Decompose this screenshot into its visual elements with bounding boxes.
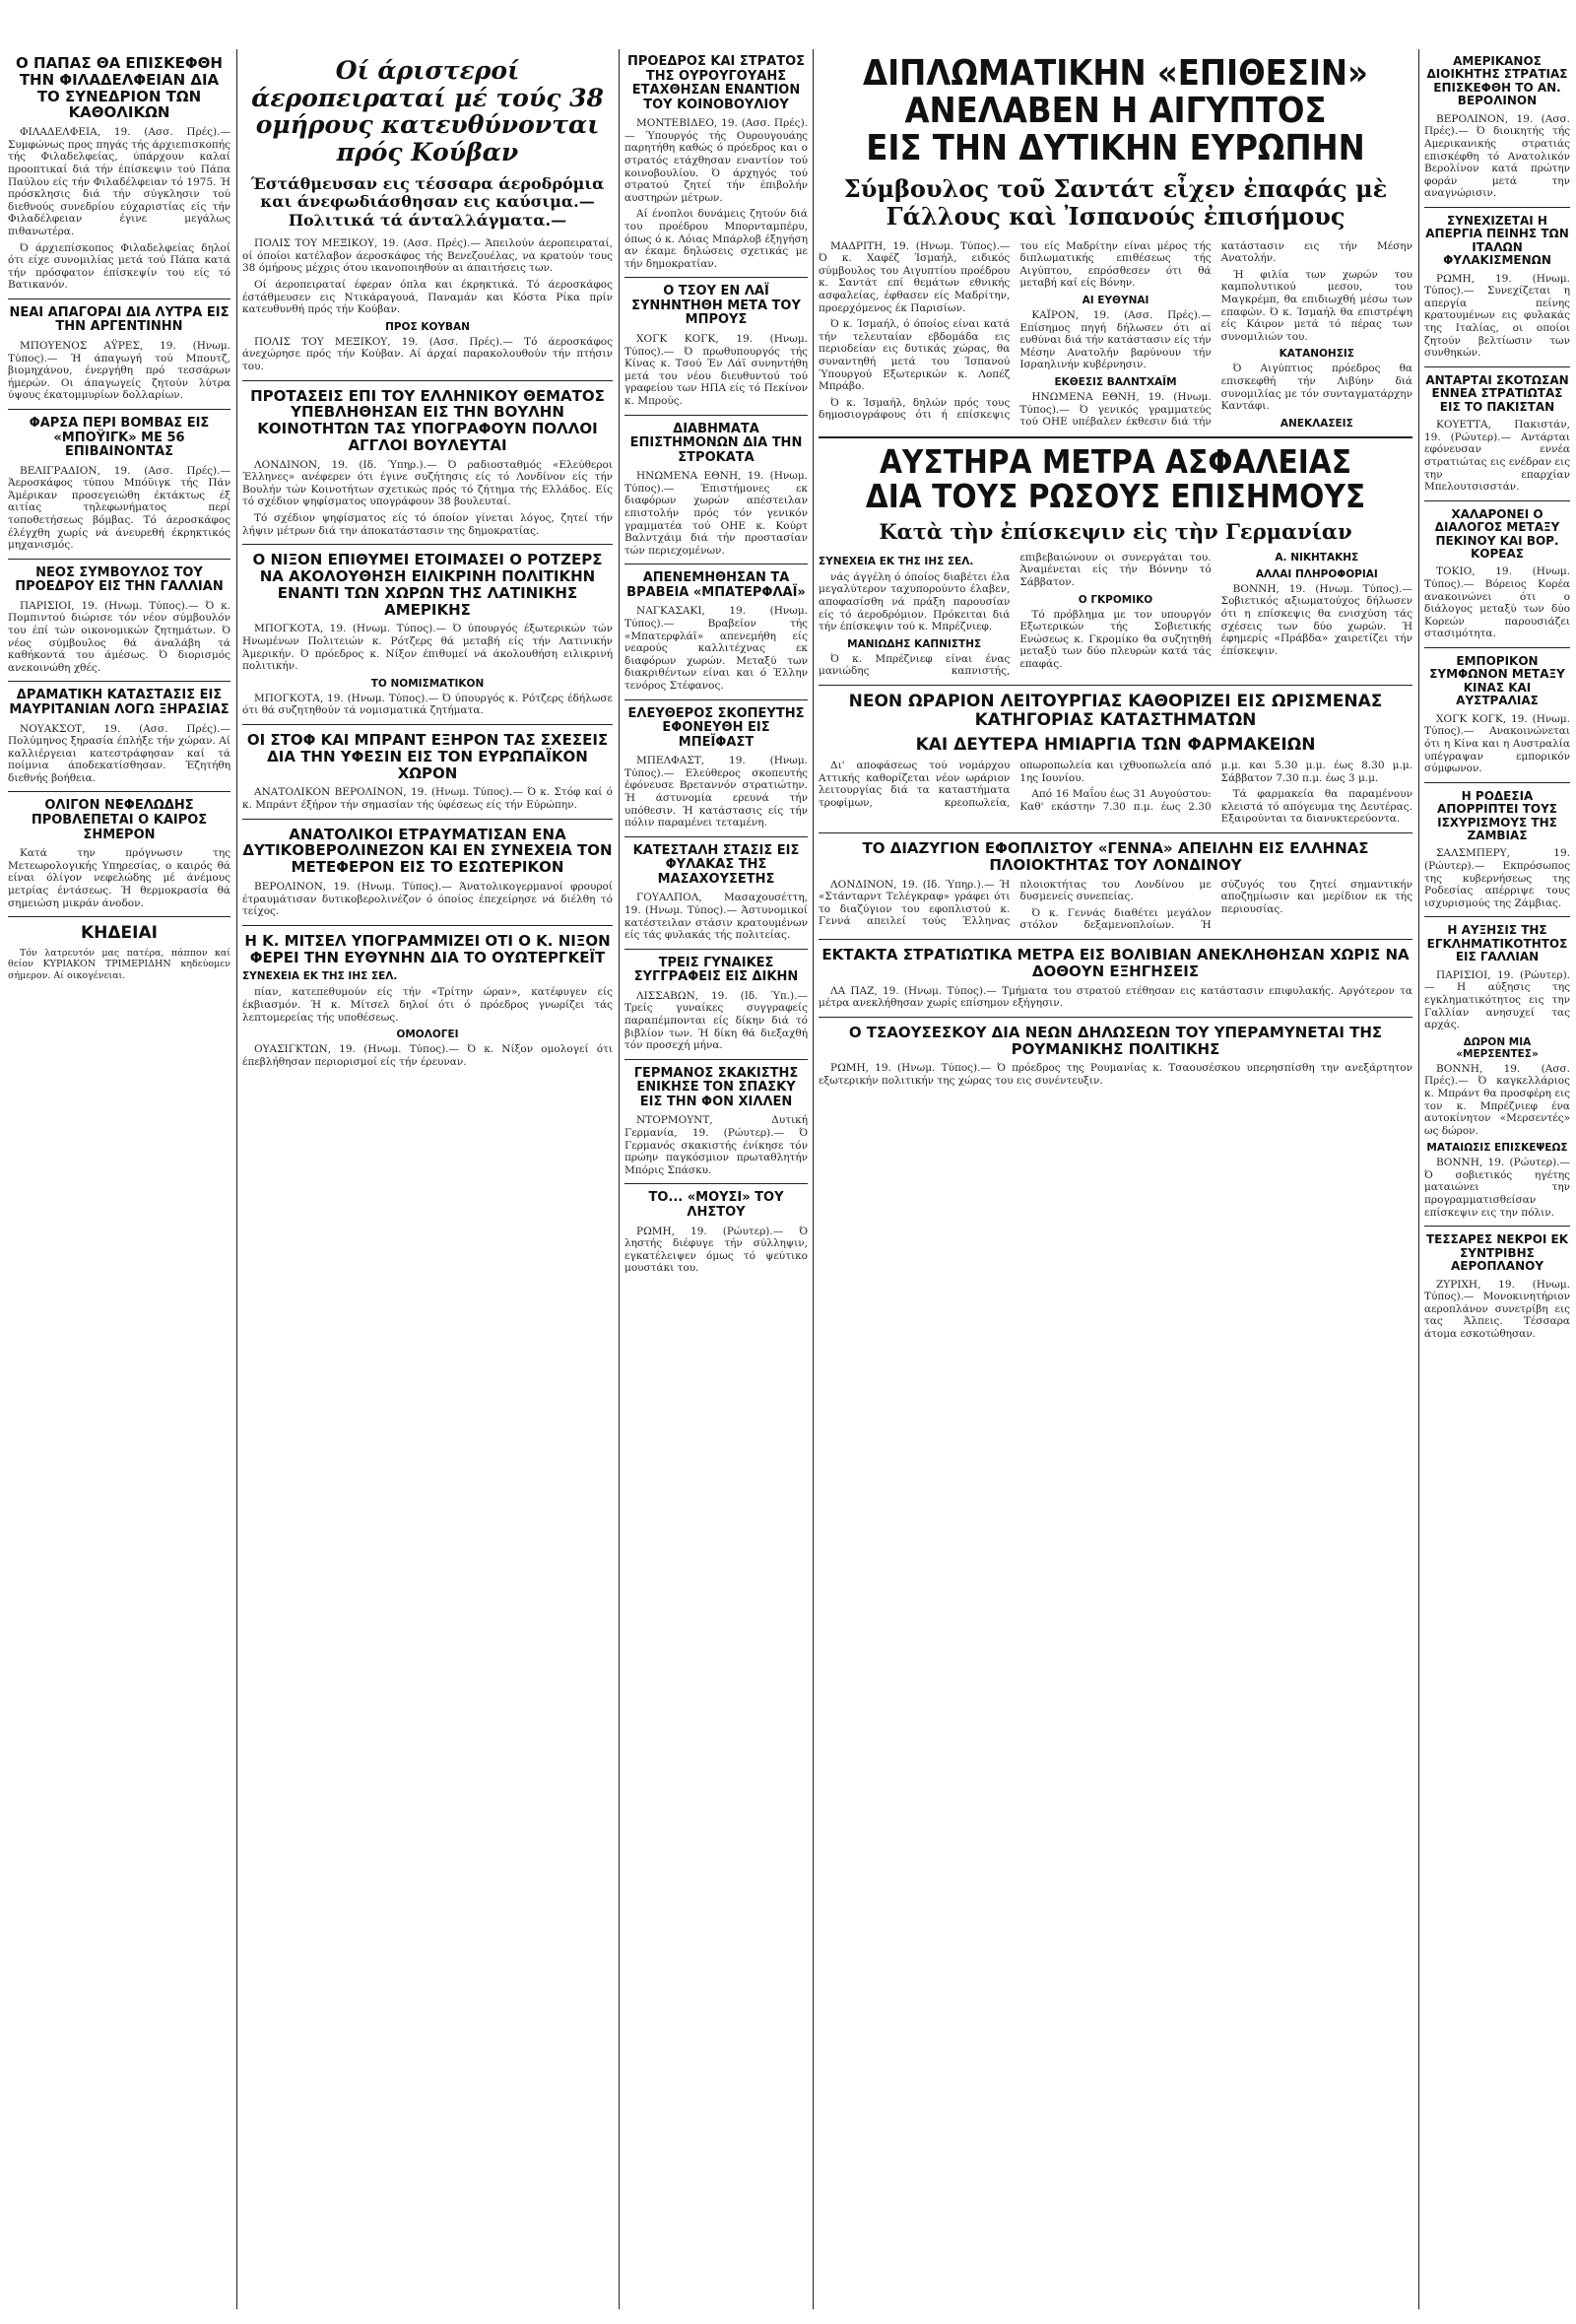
headline-stoph-brandt: ΟΙ ΣΤΟΦ ΚΑΙ ΜΠΡΑΝΤ ΕΞΗΡΟΝ ΤΑΣ ΣΧΕΣΕΙΣ ΔΙΑ ΤΗΝ ΥΦΕΣΙΝ ΕΙΣ ΤΟΝ ΕΥΡΩΠΑΪΚΟΝ ΧΩΡΟΝ (246, 731, 609, 782)
egypt-article-columns (819, 240, 1412, 430)
headline-pakistan: ΑΝΤΑΡΤΑΙ ΣΚΟΤΩΣΑΝ ΕΝΝΕΑ ΣΤΡΑΤΙΩΤΑΣ ΕΙΣ ΤΟ ΠΑΚΙΣΤΑΝ (1425, 372, 1569, 414)
headline-chou-bruce: Ο ΤΣΟΥ ΕΝ ΛΑΪ ΣΥΝΗΝΤΗΘΗ ΜΕΤΑ ΤΟΥ ΜΠΡΟΥΣ (631, 284, 801, 328)
subheadline-egypt: Σύμβουλος τοῦ Σαντάτ εἶχεν ἐπαφάς μὲ Γάλλους καὶ Ἰσπανούς ἐπισήμους (843, 174, 1388, 232)
article-text: ΠΟΛΙΣ ΤΟΥ ΜΕΞΙΚΟΥ, 19. (Ασσ. Πρές).— Άπειλούν άεροπειραταί, οί όποίοι κατέλαβον άεροσκάφος τής Βενεζουέλας, να κρατούν τους 38 όμήρους μέχρις ότου ικανοποιηθούν αι άπαιτήσεις των. (242, 237, 613, 275)
headline-chess: ΓΕΡΜΑΝΟΣ ΣΚΑΚΙΣΤΗΣ ΕΝΙΚΗΣΕ ΤΟΝ ΣΠΑΣΚΥ ΕΙΣ ΤΗΝ ΦΟΝ ΧΙΛΛΕΝ (633, 1065, 799, 1109)
article-text: ΛΑ ΠΑΖ, 19. (Ηνωμ. Τύπος).— Τμήματα του στρατού ετέθησαν εις κατάστασιν επιφυλακής. Αργότερον τα μέτρα ανεκλήθησαν χωρίς επίσημον εξήγησιν. (819, 984, 1412, 1010)
divider (1424, 207, 1570, 208)
divider (1424, 366, 1570, 367)
article-text: νάς άγγέλη ό όποίος διαβέτει έλα μεγαλύτερον ταχυπορούντο έλαβεν, αποφασίσθη νά πράξη παρουσίαν είς τό άεροδρόμιον. Πρόκειται διά τήν έπίσκεψιν τού κ. Μπρέζνιεφ. (819, 570, 1011, 633)
section-subhead: ΠΡΟΣ ΚΟΥΒΑΝ (385, 320, 470, 333)
headline-gennas-divorce: ΤΟ ΔΙΑΖΥΓΙΟΝ ΕΦΟΠΛΙΣΤΟΥ «ΓΕΝΝΑ» ΑΠΕΙΛΗΝ ΕΙΣ ΕΛΛΗΝΑΣ ΠΛΟΙΟΚΤΗΤΑΣ ΤΟΥ ΛΟΝΔΙΝΟΥ (862, 839, 1369, 874)
column-rule (619, 49, 620, 2309)
article-text: ΟΥΑΣΙΓΚΤΩΝ, 19. (Ηνωμ. Τύπος).— Ό κ. Νίξον ομολογεί ότι έπεβλήθησαν περιορισμοί είς τήν έρευναν. (242, 1043, 613, 1068)
article-text: ΗΝΩΜΕΝΑ ΕΘΝΗ, 19. (Ηνωμ. Τύπος).— Ό γενικός γραμματεύς τού ΟΗΕ υπέβαλεν έκθεσιν διά τήν κατάστασιν εις τήν Μέσην Ανατολήν. (1019, 239, 1412, 429)
section-subhead: ΟΜΟΛΟΓΕΙ (396, 1029, 459, 1041)
divider (242, 544, 613, 545)
article-text: ΜΠΟΓΚΟΤΑ, 19. (Ηνωμ. Τύπος).— Ό ύπουργός έξωτερικών τών Ηνωμένων Πολιτειών κ. Ρότζερς θά μεταβή είς τήν Λατινικήν Άμερικήν. Ό πρόεδρος κ. Νίξον έπιθυμεί νά άκολουθήση ειλικρινή πολιτικήν. (242, 623, 613, 673)
article-text: ΝΑΓΚΑΣΑΚΙ, 19. (Ηνωμ. Τύπος).— Βραβείον τής «Μπατερφλάϊ» απενεμήθη είς νεαρούς καλλιτέχνας εκ διαφόρων χωρών. Μεταξύ των διακριθέντων είναι και ό Έλλην τενόρος Στέφανος. (624, 605, 808, 692)
headline-funerals: ΚΗΔΕΙΑΙ (81, 923, 158, 944)
divider (8, 559, 230, 560)
column-rule (1418, 49, 1419, 2309)
article-text: ΧΟΓΚ ΚΟΓΚ, 19. (Ηνωμ. Τύπος).— Ό πρωθυπουργός τής Κίνας κ. Τσού Έν Λάϊ συνηντήθη μετά του νέου διευθυντού τού γραφείου των ΗΠΑ είς τό Πεκίνον κ. Μπρούς. (624, 332, 808, 407)
divorce-columns (819, 879, 1412, 932)
article-text: Οί άεροπειραταί έφεραν όπλα και έκρηκτικά. Τό άεροσκάφος έστάθμευσεν εις Ντικάραγουά, Παναμάν και Κόστα Ρίκα πρίν κατευθυνθή πρός τήν Κούβαν. (242, 278, 613, 316)
article-text: ΚΟΥΕΤΤΑ, Πακιστάν, 19. (Ρώυτερ).— Αντάρται εφόνευσαν εννέα στρατιώτας εις ενέδραν εις την επαρχίαν Μπελουτσισστάν. (1424, 419, 1570, 494)
headline-pope: Ο ΠΑΠΑΣ ΘΑ ΕΠΙΣΚΕΦΘΗ ΤΗΝ ΦΙΛΑΔΕΛΦΕΙΑΝ ΔΙΑ ΤΟ ΣΥΝΕΔΡΙΟΝ ΤΩΝ ΚΑΘΟΛΙΚΩΝ (16, 54, 223, 122)
column-1 (8, 49, 230, 2305)
divider (242, 724, 613, 725)
headline-security-line-2: ΔΙΑ ΤΟΥΣ ΡΩΣΟΥΣ ΕΠΙΣΗΜΟΥΣ (865, 476, 1366, 515)
article-text: ΚΑΪΡΟΝ, 19. (Ασσ. Πρές).— Επίσημος πηγή δήλωσεν ότι αί ευθύναι διά τήν κατάστασιν είς τήν Μέσην Ανατολήν βαρύνουν τήν Ισραηλινήν κυβέρνησιν. (1019, 309, 1212, 371)
headline-women-writers: ΤΡΕΙΣ ΓΥΝΑΙΚΕΣ ΣΥΓΓΡΑΦΕΙΣ ΕΙΣ ΔΙΚΗΝ (633, 955, 799, 985)
column-2 (242, 49, 613, 2305)
headline-greek-question: ΠΡΟΤΑΣΕΙΣ ΕΠΙ ΤΟΥ ΕΛΛΗΝΙΚΟΥ ΘΕΜΑΤΟΣ ΥΠΕΒΛΗΘΗΣΑΝ ΕΙΣ ΤΗΝ ΒΟΥΛΗΝ ΚΟΙΝΟΤΗΤΩΝ ΤΑΣ ΥΠΟΓΡΑΦΟΥΝ ΠΟΛΛΟΙ ΑΓΓΛΟΙ ΒΟΥΛΕΥΤΑΙ (250, 386, 605, 454)
article-text: Ό Αιγύπτιος πρόεδρος θα επισκεφθή τήν Λιβύην διά συνομιλίας με τόν συνταγματάρχην Καντάφι. (1220, 363, 1412, 413)
headline-egypt-line-2: ΑΝΕΛΑΒΕΝ Η ΑΙΓΥΠΤΟΣ (904, 91, 1327, 132)
divider (624, 415, 808, 416)
continued-label: ΣΥΝΕΧΕΙΑ ΕΚ ΤΗΣ ΙΗΣ ΣΕΛ. (819, 555, 974, 567)
headline-egypt-line-1: ΔΙΠΛΩΜΑΤΙΚΗΝ «ΕΠΙΘΕΣΙΝ» (863, 53, 1368, 94)
headline-bolivia: ΕΚΤΑΚΤΑ ΣΤΡΑΤΙΩΤΙΚΑ ΜΕΤΡΑ ΕΙΣ ΒΟΛΙΒΙΑΝ ΑΝΕΚΛΗΘΗΣΑΝ ΧΩΡΙΣ ΝΑ ΔΟΘΟΥΝ ΕΞΗΓΗΣΕΙΣ (821, 946, 1410, 980)
divider (1424, 1226, 1570, 1227)
divider (819, 939, 1412, 940)
article-text: ΡΩΜΗ, 19. (Ηνωμ. Τύπος).— Ό πρόεδρος της Ρουμανίας κ. Τσαουσέσκου υπερησπίσθη την ανεξάρτητον εξωτερικήν πολιτικήν της χώρας του εις συνέντευξιν. (819, 1062, 1412, 1088)
article-text: ΒΕΡΟΛΙΝΟΝ, 19. (Ασσ. Πρές).— Ό διοικητής τής Αμερικανικής στρατιάς επισκέφθη τό Ανατολικόν Βερολίνον κατά πρώτην φοράν μετά την αναγνώρισιν. (1424, 112, 1570, 200)
headline-plane-crash: ΤΕΣΣΑΡΕΣ ΝΕΚΡΟΙ ΕΚ ΣΥΝΤΡΙΒΗΣ ΑΕΡΟΠΛΑΝΟΥ (1425, 1232, 1569, 1274)
article-text: Κατά την πρόγνωσιν της Μετεωρολογικής Υπηρεσίας, ο καιρός θά είναι όλίγον νεφελώδης μέ άνέμους μετρίας έντάσεως. Ή θερμοκρασία θά σημειώση μικράν άνοδον. (8, 847, 230, 909)
divider (624, 277, 808, 278)
headline-argentina: ΝΕΑΙ ΑΠΑΓΟΡΑΙ ΔΙΑ ΛΥΤΡΑ ΕΙΣ ΤΗΝ ΑΡΓΕΝΤΙΝΗΝ (9, 304, 230, 335)
article-text: ΤΟΚΙΟ, 19. (Ηνωμ. Τύπος).— Βόρειος Κορέα ανακοινώνει ότι ο διάλογος μεταξύ των δύο Κορεών παρουσιάζει στασιμότητα. (1424, 565, 1570, 640)
headline-korea: ΧΑΛΑΡΟΝΕΙ Ο ΔΙΑΛΟΓΟΣ ΜΕΤΑΞΥ ΠΕΚΙΝΟΥ ΚΑΙ ΒΟΡ. ΚΟΡΕΑΣ (1434, 506, 1560, 561)
article-text: Ό κ. Ίσμαήλ, ό όποίος είναι κατά τήν τελευταίαν εβδομάδα εις περιοδείαν εις δυτικάς χώρας, θα συναντηθή μετά του Ίσπανού Ύπουργού Εξωτερικών κ. Λοπέζ Μπράβο. (819, 318, 1011, 393)
headline-mitchell: Η Κ. ΜΙΤΣΕΛ ΥΠΟΓΡΑΜΜΙΖΕΙ ΟΤΙ Ο Κ. ΝΙΞΟΝ ΦΕΡΕΙ ΤΗΝ ΕΥΘΥΝΗΝ ΔΙΑ ΤΟ ΟΥΩΤΕΡΓΚΕΪΤ (244, 931, 611, 966)
article-text: ΗΝΩΜΕΝΑ ΕΘΝΗ, 19. (Ηνωμ. Τύπος).— Έπιστήμονες εκ διαφόρων χωρών απέστειλαν επιστολήν πρός τόν γενικόν γραμματέα τού ΟΗΕ κ. Κούρτ Βαλντχάιμ διά τήν προστασίαν τών περιεχομένων. (624, 470, 808, 557)
headline-crime: Η ΑΥΞΗΣΙΣ ΤΗΣ ΕΓΚΛΗΜΑΤΙΚΟΤΗΤΟΣ ΕΙΣ ΓΑΛΛΙΑΝ (1426, 923, 1568, 964)
headline-hunger-strike: ΣΥΝΕΧΙΖΕΤΑΙ Η ΑΠΕΡΓΙΑ ΠΕΙΝΗΣ ΤΩΝ ΙΤΑΛΩΝ ΦΥΛΑΚΙΣΜΕΝΩΝ (1425, 213, 1569, 268)
section-subhead: ΑΙ ΕΥΘΥΝΑΙ (1082, 295, 1149, 307)
headline-us-commander: ΑΜΕΡΙΚΑΝΟΣ ΔΙΟΙΚΗΤΗΣ ΣΤΡΑΤΙΑΣ ΕΠΙΣΚΕΦΘΗ ΤΟ ΑΝ. ΒΕΡΟΛΙΝΟΝ (1426, 54, 1568, 108)
article-text: Τά φαρμακεία θα παραμένουν κλειστά τό απόγευμα της Δευτέρας. Εξαιρούνται τα διανυκτερεύοντα. (1220, 788, 1412, 826)
headline-weather: ΟΛΙΓΟΝ ΝΕΦΕΛΩΔΗΣ ΠΡΟΒΛΕΠΕΤΑΙ Ο ΚΑΙΡΟΣ ΣΗΜΕΡΟΝ (31, 798, 208, 842)
article-text: ΠΑΡΙΣΙΟΙ, 19. (Ρώυτερ).— Η αύξησις της εγκληματικότητος εις την Γαλλίαν ανησυχεί τας αρχάς. (1424, 968, 1570, 1031)
headline-trade-pact: ΕΜΠΟΡΙΚΟΝ ΣΥΜΦΩΝΟΝ ΜΕΤΑΞΥ ΚΙΝΑΣ ΚΑΙ ΑΥΣΤΡΑΛΙΑΣ (1429, 654, 1565, 708)
article-text: Ό κ. Γεννάς διαθέτει μεγάλον στόλον δεξαμενοπλοίων. Ή σύζυγός του ζητεί σημαντικήν αποζημίωσιν και μερίδιον εκ τής περιουσίας. (1019, 878, 1412, 932)
section-subhead: ΜΑΤΑΙΩΣΙΣ ΕΠΙΣΚΕΨΕΩΣ (1426, 1142, 1568, 1155)
article-text: ΠΟΛΙΣ ΤΟΥ ΜΕΞΙΚΟΥ, 19. (Ασσ. Πρές).— Τό άεροσκάφος άνεχώρησε πρός τήν Κούβαν. Αί άρχαί παρακολουθούν τήν πτήσιν του. (242, 335, 613, 372)
divider (242, 819, 613, 820)
headline-hijackers: Οί άριστεροί άεροπειραταί μέ τούς 38 ομήρους κατευθύνονται πρός Κούβαν (251, 56, 604, 166)
divider (819, 685, 1412, 686)
article-text: ΒΕΛΙΓΡΑΔΙΟΝ, 19. (Ασσ. Πρές).— Άεροσκάφος τύπου Μπόϋιγκ τής Πάν Άμέρικαν προσεγειώθη έκτάκτως έξ αιτίας τηλεφωνήματος περί τοποθετήσεως βόμβας. Τό άεροσκάφος έλέγχθη χωρίς νά άνευρεθή έκρηκτικός μηχανισμός. (8, 464, 230, 552)
section-subhead: ΑΝΕΚΛΑΣΕΙΣ (1280, 417, 1353, 430)
section-subhead: ΚΑΤΑΝΟΗΣΙΣ (1279, 348, 1354, 361)
headline-pharmacies: ΚΑΙ ΔΕΥΤΕΡΑ ΗΜΙΑΡΓΙΑ ΤΩΝ ΦΑΡΜΑΚΕΙΩΝ (915, 735, 1316, 756)
column-3 (624, 49, 808, 2305)
byline: Α. ΝΙΚΗΤΑΚΗΣ (1275, 551, 1359, 564)
section-subhead: ΔΩΡΟΝ ΜΙΑ «ΜΕΡΣΕΝΤΕΣ» (1456, 1035, 1539, 1060)
article-text: Ό άρχιεπίσκοπος Φιλαδελφείας δηλοί ότι είχε συνομιλίας μετά τού Πάπα κατά τήν πρόσφατον έπίσκεψίν του είς τό Βατικανόν. (8, 241, 230, 292)
divider (8, 916, 230, 917)
headline-ceausescu: Ο ΤΣΑΟΥΣΕΣΚΟΥ ΔΙΑ ΝΕΩΝ ΔΗΛΩΣΕΩΝ ΤΟΥ ΥΠΕΡΑΜΥΝΕΤΑΙ ΤΗΣ ΡΟΥΜΑΝΙΚΗΣ ΠΟΛΙΤΙΚΗΣ (848, 1023, 1383, 1058)
divider (624, 949, 808, 950)
article-text: ΜΟΝΤΕΒΙΔΕΟ, 19. (Ασσ. Πρές).— Ύπουργός τής Ουρουγουάης παρητήθη καθώς ό πρόεδρος και ο στρατός ετάχθησαν εναντίον τού κοινοβουλίου. Ό άρχηγός τού στρατού ζητεί τήν έπιβολήν αυστηρών μέτρων. (624, 117, 808, 204)
article-text: ΜΠΕΛΦΑΣΤ, 19. (Ηνωμ. Τύπος).— Ελεύθερος σκοπευτής έφόνευσε Βρεταννόν στρατιώτην. Ή άστυνομία ερευνά τήν υπόθεσιν. Ή κατάστασις είς τήν πόλιν παραμένει τεταμένη. (624, 755, 808, 830)
headline-east-berlin: ΑΝΑΤΟΛΙΚΟΙ ΕΤΡΑΥΜΑΤΙΣΑΝ ΕΝΑ ΔΥΤΙΚΟΒΕΡΟΛΙΝΕΖΟΝ ΚΑΙ ΕΝ ΣΥΝΕΧΕΙΑ ΤΟΝ ΜΕΤΕΦΕΡΟΝ ΕΙΣ ΤΟ ΕΣΩΤΕΡΙΚΟΝ (242, 825, 613, 877)
article-text: Τό πρόβλημα με τον υπουργόν Εξωτερικών τής Σοβιετικής Ενώσεως κ. Γκρομίκο θα συζητηθή μεταξύ των δύο πλευρών κατά τάς επαφάς. (1019, 608, 1212, 671)
divider (624, 1183, 808, 1184)
divider (242, 925, 613, 926)
divider (242, 380, 613, 381)
security-article-columns (819, 552, 1412, 678)
article-text: Αί ένοπλοι δυνάμεις ζητούν διά του προέδρου Μπορνταμπέρυ, όπως ό κ. Λόιας Μπάρλοβ έξηγήση αν έκαμε δηλώσεις σχετικάς με τήν δημοκρατίαν. (624, 208, 808, 270)
article-text: ΣΑΛΣΜΠΕΡΥ, 19. (Ρώυτερ).— Εκπρόσωπος της κυβερνήσεως της Ροδεσίας απέρριψε τους ισχυρισμούς της Ζάμβιας. (1424, 847, 1570, 909)
headline-nixon-rogers: Ο ΝΙΞΟΝ ΕΠΙΘΥΜΕΙ ΕΤΟΙΜΑΣΕΙ Ο ΡΟΤΖΕΡΣ ΝΑ ΑΚΟΛΟΥΘΗΣΗ ΕΙΛΙΚΡΙΝΗ ΠΟΛΙΤΙΚΗΝ ΕΝΑΝΤΙ ΤΩΝ ΧΩΡΩΝ ΤΗΣ ΛΑΤΙΝΙΚΗΣ ΑΜΕΡΙΚΗΣ (252, 551, 603, 619)
divider (1424, 647, 1570, 648)
divider (819, 436, 1412, 438)
divider (819, 1017, 1412, 1018)
article-text: Ό κ. Ίσμαήλ, δηλών πρός τους δημοσιογράφους ότι ή επίσκεψις του είς Μαδρίτην είναι μέρος τής διπλωματικής επιθέσεως τής Αιγύπτου, επρόσθεσεν ότι θά μεταβή καί είς Βόνην. (819, 239, 1212, 422)
article-text: ΛΟΝΔΙΝΟΝ, 19. (Ιδ. Ύπηρ.).— Ή «Στάνταρντ Τελέγκραφ» γράφει ότι το διαζύγιον του εφοπλιστού κ. Γεννά απειλεί τούς Έλληνας πλοιοκτήτας του Λονδίνου με δυσμενείς συνεπείας. (819, 878, 1212, 928)
divider (8, 681, 230, 682)
article-text: ΧΟΓΚ ΚΟΓΚ, 19. (Ηνωμ. Τύπος).— Ανακοινώνεται ότι η Κίνα και η Αυστραλία υπέγραψαν εμπορικόν σύμφωνον. (1424, 712, 1570, 775)
section-subhead: Ο ΓΚΡΟΜΙΚΟ (1078, 593, 1153, 606)
divider (8, 409, 230, 410)
subheadline-security: Κατὰ τὴν ἐπίσκεψιν εἰς τὴν Γερμανίαν (879, 518, 1352, 544)
divider (1424, 500, 1570, 501)
section-subhead: ΜΑΝΙΩΔΗΣ ΚΑΠΝΙΣΤΗΣ (847, 637, 982, 650)
divider (8, 791, 230, 792)
shop-hours-columns (819, 760, 1412, 826)
funeral-notice: Τόν λατρευτόν μας πατέρα, πάππον καί θείον ΚΥΡΙΑΚΟΝ ΤΡΙΜΕΡΙΔΗΝ κηδεύομεν σήμερον. Αί οικογένειαι. (8, 948, 230, 981)
article-text: ΑΝΑΤΟΛΙΚΟΝ ΒΕΡΟΛΙΝΟΝ, 19. (Ηνωμ. Τύπος).— Ό κ. Στόφ καί ό κ. Μπράντ έξήρον τήν σημασίαν τής ύφέσεως είς τήν Εύρώπην. (242, 786, 613, 811)
article-text: Δι' αποφάσεως τού νομάρχου Αττικής καθορίζεται νέον ωράριον λειτουργίας διά τα καταστήματα τροφίμων, κρεοπωλεία, οπωροπωλεία και ιχθυοπωλεία από 1ης Ιουνίου. (819, 760, 1212, 809)
headline-shop-hours: ΝΕΟΝ ΩΡΑΡΙΟΝ ΛΕΙΤΟΥΡΓΙΑΣ ΚΑΘΟΡΙΖΕΙ ΕΙΣ ΩΡΙΣΜΕΝΑΣ ΚΑΤΗΓΟΡΙΑΣ ΚΑΤΑΣΤΗΜΑΤΩΝ (848, 692, 1383, 731)
continued-label: ΣΥΝΕΧΕΙΑ ΕΚ ΤΗΣ ΙΗΣ ΣΕΛ. (242, 970, 398, 983)
headline-robber: ΤΟ... «ΜΟΥΣΙ» ΤΟΥ ΛΗΣΤΟΥ (648, 1190, 784, 1220)
section-subhead: ΤΟ ΝΟΜΙΣΜΑΤΙΚΟΝ (370, 677, 485, 690)
article-text: ΡΩΜΗ, 19. (Ρώυτερ).— Ό ληστής διέφυγε τήν σύλληψιν, εγκατέλειψεν όμως τό ψεύτικο μουστάκι του. (624, 1225, 808, 1275)
article-text: ΛΟΝΔΙΝΟΝ, 19. (Ιδ. Ύπηρ.).— Ό ραδιοσταθμός «Ελεύθεροι Έλληνες» ανέφερεν ότι έγινε συζήτησις είς τό Λονδίνον είς τήν Βουλήν τών Κοινοτήτων σχετικώς πρός τό ζήτημα τής Ελλάδος. Είς τό σχέδιον ψηφίσματος υπογράφουν 38 βουλευταί. (242, 458, 613, 508)
article-text: Ό κ. Μπρέζνιεφ είναι ένας μανιώδης καπνιστής, επιβεβαιώνουν οι συνεργάται του. Άναμένεται είς τήν Βόννην τό Σάββατον. (819, 551, 1212, 678)
article-text: ΒΕΡΟΛΙΝΟΝ, 19. (Ηνωμ. Τύπος).— Άνατολικογερμανοί φρουροί έτραυμάτισαν δυτικοβερολινέζον ό όποίος έπεχείρησε νά διέλθη τό τείχος. (242, 880, 613, 918)
section-subhead: ΕΚΘΕΣΙΣ ΒΑΛΝΤΧΑΪΜ (1054, 376, 1177, 388)
article-text: ΡΩΜΗ, 19. (Ηνωμ. Τύπος).— Συνεχίζεται η απεργία πείνης κρατουμένων εις φυλακάς της Ιταλίας, οι οποίοι ζητούν βελτίωσιν των συνθηκών. (1424, 272, 1570, 360)
divider (624, 699, 808, 700)
headline-uruguay: ΠΡΟΕΔΡΟΣ ΚΑΙ ΣΤΡΑΤΟΣ ΤΗΣ ΟΥΡΟΥΓΟΥΑΗΣ ΕΤΑΧΘΗΣΑΝ ΕΝΑΝΤΙΟΝ ΤΟΥ ΚΟΙΝΟΒΟΥΛΙΟΥ (626, 54, 806, 112)
article-text: ΜΠΟΓΚΟΤΑ, 19. (Ηνωμ. Τύπος).— Ό ύπουργός κ. Ρότζερς έδήλωσε ότι θά συζητηθούν τά νομισματικά ζητήματα. (242, 692, 613, 717)
article-text: Από 16 Μαΐου έως 31 Αυγούστου: Καθ' εκάστην 7.30 π.μ. έως 2.30 μ.μ. και 5.30 μ.μ. έως 8.30 μ.μ. Σάββατον 7.30 π.μ. έως 3 μ.μ. (1019, 760, 1412, 813)
headline-belfast: ΕΛΕΥΘΕΡΟΣ ΣΚΟΠΕΥΤΗΣ ΕΦΟΝΕΥΘΗ ΕΙΣ ΜΠΕΪΦΑΣΤ (627, 705, 805, 750)
column-4 (819, 49, 1412, 2305)
divider (819, 832, 1412, 833)
headline-scientists: ΔΙΑΒΗΜΑΤΑ ΕΠΙΣΤΗΜΟΝΩΝ ΔΙΑ ΤΗΝ ΣΤΡΟΚΑΤΑ (629, 421, 803, 465)
article-text: ΒΟΝΝΗ, 19. (Ρώυτερ).— Ό σοβιετικός ηγέτης ματαιώνει την προγραμματισθείσαν επίσκεψιν εις την πόλιν. (1424, 1157, 1570, 1219)
headline-butterfly-awards: ΑΠΕΝΕΜΗΘΗΣΑΝ ΤΑ ΒΡΑΒΕΙΑ «ΜΠΑΤΕΡΦΛΑΪ» (626, 570, 806, 600)
article-text: ΓΟΥΑΛΠΟΛ, Μασαχουσέττη, 19. (Ηνωμ. Τύπος).— Άστυνομικοί κατέστειλαν στάσιν κρατουμένων είς τάς φυλακάς τής πολιτείας. (624, 892, 808, 942)
headline-egypt-line-3: ΕΙΣ ΤΗΝ ΔΥΤΙΚΗΝ ΕΥΡΩΠΗΝ (866, 128, 1365, 169)
article-text: ΜΑΔΡΙΤΗ, 19. (Ηνωμ. Τύπος).— Ό κ. Χαφέζ Ίσμαήλ, ειδικός σύμβουλος του Αιγυπτίου προέδρου κ. Σαντάτ επί θεμάτων εθνικής ασφαλείας, έφθασεν είς Μαδρίτην, προερχόμενος έκ Παρισίων. (819, 239, 1011, 314)
divider (1424, 782, 1570, 783)
headline-bomb-hoax: ΦΑΡΣΑ ΠΕΡΙ ΒΟΜΒΑΣ ΕΙΣ «ΜΠΟΫΙΓΚ» ΜΕ 56 ΕΠΙΒΑΙΝΟΝΤΑΣ (29, 415, 210, 460)
divider (624, 836, 808, 837)
column-rule (236, 49, 237, 2309)
article-text: ΠΑΡΙΣΙΟΙ, 19. (Ηνωμ. Τύπος).— Ό κ. Πομπιντού διώρισε τόν νέον σύμβουλόν του έπί τών οικονομικών ζητημάτων. Ό νέος σύμβουλος θά άναλάβη τά καθήκοντά του άμέσως. Ό διορισμός ανεκοινώθη χθές. (8, 599, 230, 674)
article-text: ΦΙΛΑΔΕΛΦΕΙΑ, 19. (Ασσ. Πρές).— Συμφώνως προς πηγάς τής άρχιεπισκοπής τής Φιλαδελφείας, ύπάρχουν καλαί προοπτικαί διά τήν έπίσκεψιν τού Πάπα Παύλου είς τήν Φιλαδέλφειαν τό 1975. Ή πρόσκλησις διά τήν σύγκλησιν τού διεθνούς συνεδρίου εύχαριστίας είς τήν Φιλαδέλφειαν έγινε μεγάλως πιθανωτέρα. (8, 126, 230, 237)
article-text: Ή φιλία των χωρών του καμπολυτικού μεσου, του Μαγκρέμπ, θα επιδιωχθή μέσω των επαφών. Ό κ. Ίσμαήλ θα επιστρέψη είς Κάιρον μετά τό πέρας των συνομιλιών του. (1220, 268, 1412, 343)
article-text: ΝΤΟΡΜΟΥΝΤ, Δυτική Γερμανία, 19. (Ρώυτερ).— Ό Γερμανός σκακιστής ένίκησε τόν πρώην παγκόσμιον πρωταθλητήν Μπόρις Σπάσκυ. (624, 1114, 808, 1176)
article-text: ΜΠΟΥΕΝΟΣ ΑΫΡΕΣ, 19. (Ηνωμ. Τύπος).— Ή άπαγωγή τού Μπουτζ, βιομηχάνου, ένεργήθη πρό τεσσάρων ήμερών. Οι άπαγωγείς ζητούν λύτρα ύψους έκατομμυρίων δολλαρίων. (8, 340, 230, 402)
divider (1424, 916, 1570, 917)
headline-security-line-1: ΑΥΣΤΗΡΑ ΜΕΤΡΑ ΑΣΦΑΛΕΙΑΣ (879, 441, 1352, 481)
headline-mauritania: ΔΡΑΜΑΤΙΚΗ ΚΑΤΑΣΤΑΣΙΣ ΕΙΣ ΜΑΥΡΙΤΑΝΙΑΝ ΛΟΓΩ ΞΗΡΑΣΙΑΣ (9, 688, 230, 717)
column-rule (813, 49, 814, 2309)
article-text: ΒΟΝΝΗ, 19. (Ηνωμ. Τύπος).— Σοβιετικός αξιωματούχος δήλωσεν ότι η επίσκεψις θα ενισχύση τάς σχέσεις των δύο χωρών. Ή έφημερίς «Πράβδα» χαιρετίζει τήν έπίσκεψιν. (1220, 582, 1412, 657)
column-5 (1424, 49, 1570, 2305)
headline-rhodesia: Η ΡΟΔΕΣΙΑ ΑΠΟΡΡΙΠΤΕΙ ΤΟΥΣ ΙΣΧΥΡΙΣΜΟΥΣ ΤΗΣ ΖΑΜΒΙΑΣ (1437, 788, 1557, 843)
subheadline-hijackers: Έστάθμευσαν εις τέσσαρα άεροδρόμια και άνεφωδιάσθησαν εις καύσιμα.— Πολιτικά τά άνταλλάγματα.— (250, 174, 605, 230)
article-text: ΒΟΝΝΗ, 19. (Ασσ. Πρές).— Ό καγκελλάριος κ. Μπράντ θα προσφέρη εις τον κ. Μπρέζνιεφ ένα αυτοκίνητον «Μερσεντές» ως δώρον. (1424, 1062, 1570, 1137)
article-text: Τό σχέδιον ψηφίσματος είς τό όποίον γίνεται λόγος, ζητεί τήν λήψιν μέτρων διά την άποκατάστασιν της δημοκρατίας. (242, 512, 613, 537)
headline-prison-riot: ΚΑΤΕΣΤΑΛΗ ΣΤΑΣΙΣ ΕΙΣ ΦΥΛΑΚΑΣ ΤΗΣ ΜΑΣΑΧΟΥΣΕΤΗΣ (632, 842, 800, 887)
article-text: ΛΙΣΣΑΒΩΝ, 19. (Ιδ. Ύπ.).— Τρείς γυναίκες συγγραφείς παραπέμπονται είς δίκην διά τό βιβλίον των. Ή δίκη θά διεξαχθή τόν προσεχή μήνα. (624, 989, 808, 1052)
article-text: ΖΥΡΙΧΗ, 19. (Ηνωμ. Τύπος).— Μονοκινητήριον αεροπλάνον συνετρίβη εις τας Άλπεις. Τέσσαρα άτομα εσκοτώθησαν. (1424, 1278, 1570, 1340)
article-text: πίαν, κατεπεθυμούν είς τήν «Τρίτην ώραν», κατέφυγεν είς έκβιασμόν. Ή κ. Μίτσελ δηλοί ότι ό πρόεδρος γνωρίζει τάς λεπτομερείας τής υποθέσεως. (242, 986, 613, 1024)
divider (624, 1059, 808, 1060)
headline-adviser: ΝΕΟΣ ΣΥΜΒΟΥΛΟΣ ΤΟΥ ΠΡΟΕΔΡΟΥ ΕΙΣ ΤΗΝ ΓΑΛΛΙΑΝ (15, 564, 224, 595)
article-text: ΝΟΥΑΚΣΟΤ, 19. (Ασσ. Πρές).— Πολύμηνος ξηρασία έπλήξε τήν χώραν. Αί καλλιέργειαι κατεστράφησαν καί τά ποίμνια άποδεκατίσθησαν. Έζητήθη διεθνής βοήθεια. (8, 722, 230, 784)
section-subhead: ΑΛΛΑΙ ΠΛΗΡΟΦΟΡΙΑΙ (1255, 567, 1378, 580)
